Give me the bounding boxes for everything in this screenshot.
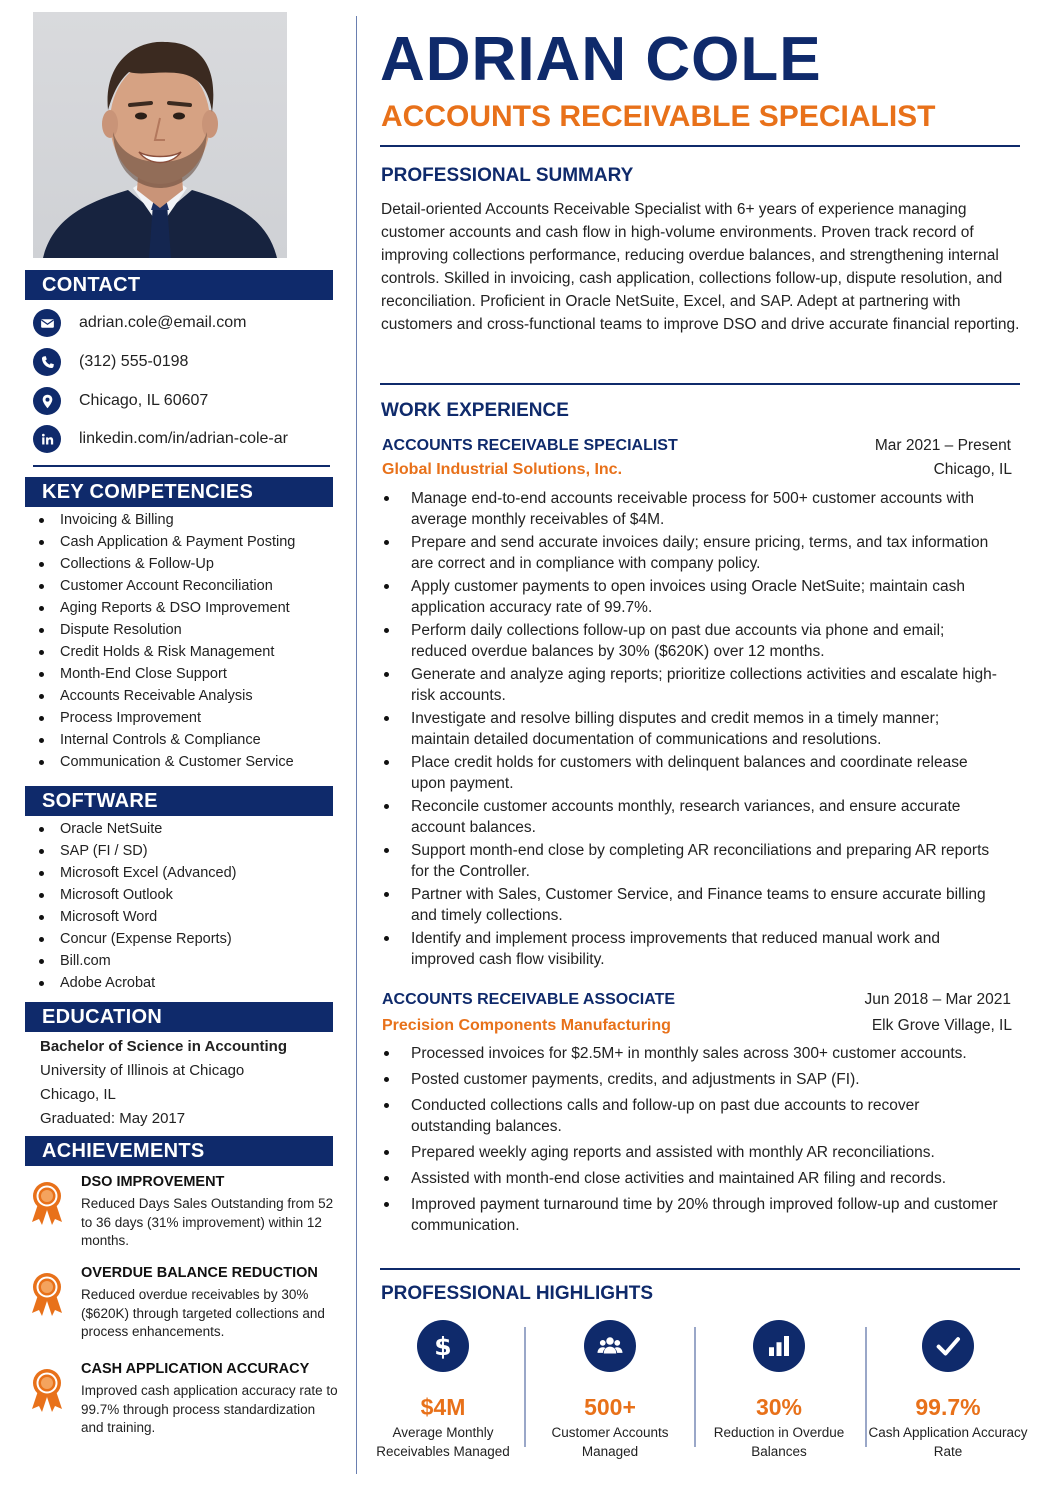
competencies-header: KEY COMPETENCIES	[25, 477, 333, 507]
software-header: SOFTWARE	[25, 786, 333, 816]
highlight-separator	[524, 1327, 526, 1447]
contact-phone[interactable]	[33, 347, 188, 377]
job-2-company: Precision Components Manufacturing	[382, 1017, 671, 1034]
education-header: EDUCATION	[25, 1002, 333, 1032]
competency-item: Customer Account Reconciliation	[39, 575, 295, 597]
job-1-company: Global Industrial Solutions, Inc.	[382, 461, 623, 478]
highlight-label: Customer Accounts Managed	[551, 1425, 669, 1459]
job-2-dates: Jun 2018 – Mar 2021	[864, 991, 1011, 1008]
contact-divider	[33, 465, 330, 467]
software-list	[39, 818, 236, 994]
highlight-label: Average Monthly Receivables Managed	[376, 1425, 510, 1459]
highlight-value: 30%	[755, 1394, 803, 1420]
candidate-role: ACCOUNTS RECEIVABLE SPECIALIST	[381, 100, 936, 133]
software-item: Adobe Acrobat	[39, 972, 236, 994]
contact-location-text: Chicago, IL 60607	[79, 392, 209, 409]
phone-icon	[33, 348, 61, 376]
job-1-title: ACCOUNTS RECEIVABLE SPECIALIST	[382, 437, 678, 454]
job-bullet: Place credit holds for customers with delinquent balances and coordinate release upon payment.	[382, 752, 1002, 794]
job-bullet: Support month-end close by completing AR reconciliations and preparing AR reports for the Controller.	[382, 840, 1002, 882]
contact-linkedin[interactable]	[33, 424, 288, 454]
competency-item: Collections & Follow-Up	[39, 553, 295, 575]
award-ribbon-icon	[29, 1271, 65, 1317]
software-item: Concur (Expense Reports)	[39, 928, 236, 950]
profile-photo	[33, 12, 287, 258]
competency-item: Process Improvement	[39, 707, 295, 729]
job-bullet: Prepare and send accurate invoices daily; ensure pricing, terms, and tax information are correct and in compliance with company policy.	[382, 532, 1002, 574]
experience-divider	[380, 1268, 1020, 1270]
job-1-dates: Mar 2021 – Present	[874, 437, 1011, 454]
location-pin-icon	[33, 387, 61, 415]
job-1-bullets	[382, 488, 1002, 972]
achievement-title: CASH APPLICATION ACCURACY	[81, 1361, 310, 1377]
job-2-bullets	[382, 1043, 1002, 1241]
job-2-location: Elk Grove Village, IL	[871, 1017, 1012, 1034]
achievement-desc: Reduced overdue receivables by 30% ($620K) through targeted collections and process enhancements.	[81, 1287, 325, 1339]
software-item: Bill.com	[39, 950, 236, 972]
job-bullet: Posted customer payments, credits, and adjustments in SAP (FI).	[382, 1069, 1002, 1090]
competency-item: Aging Reports & DSO Improvement	[39, 597, 295, 619]
highlight-label: Reduction in Overdue Balances	[713, 1425, 845, 1459]
job-bullet: Manage end-to-end accounts receivable process for 500+ customer accounts with average monthly receivables of $4M.	[382, 488, 1002, 530]
job-bullet: Apply customer payments to open invoices using Oracle NetSuite; maintain cash application accuracy rate of 99.7%.	[382, 576, 1002, 618]
education-degree: Bachelor of Science in Accounting	[40, 1038, 287, 1055]
job-bullet: Processed invoices for $2.5M+ in monthly sales across 300+ customer accounts.	[382, 1043, 1002, 1064]
job-bullet: Generate and analyze aging reports; prioritize collections activities and escalate high-risk accounts.	[382, 664, 1002, 706]
competency-item: Accounts Receivable Analysis	[39, 685, 295, 707]
checkmark-icon	[922, 1320, 974, 1372]
competency-item: Communication & Customer Service	[39, 751, 295, 773]
software-item: Microsoft Word	[39, 906, 236, 928]
education-location: Chicago, IL	[40, 1086, 116, 1103]
contact-phone-text: (312) 555-0198	[79, 353, 189, 370]
contact-header: CONTACT	[25, 270, 333, 300]
competency-item: Month-End Close Support	[39, 663, 295, 685]
bar-chart-icon	[753, 1320, 805, 1372]
highlights-header: PROFESSIONAL HIGHLIGHTS	[381, 1283, 654, 1304]
highlight-receivables	[363, 1320, 523, 1461]
achievements-header: ACHIEVEMENTS	[25, 1136, 333, 1166]
column-divider	[356, 16, 357, 1474]
award-ribbon-icon	[29, 1180, 65, 1226]
highlight-value: 500+	[584, 1394, 636, 1420]
education-block	[40, 1035, 287, 1131]
highlight-value: $4M	[420, 1394, 466, 1420]
competency-item: Internal Controls & Compliance	[39, 729, 295, 751]
highlight-accounts	[530, 1320, 690, 1461]
competency-item: Dispute Resolution	[39, 619, 295, 641]
summary-text: Detail-oriented Accounts Receivable Specialist with 6+ years of experience managing customer accounts and cash flow in high-volume environments. Proven track record of improving collections performance, reducing overdue balances, and strengthening internal controls. Skilled in invoicing, cash application, collections follow-up, dispute resolution, and reconciliation. Proficient in Oracle NetSuite, Excel, and SAP. Adept at partnering with customers and cross-functional teams to improve DSO and drive accurate financial reporting.	[381, 201, 1020, 333]
job-bullet: Assisted with month-end close activities and maintained AR filing and records.	[382, 1168, 1002, 1189]
highlight-value: 99.7%	[915, 1394, 981, 1420]
linkedin-icon	[33, 425, 61, 453]
job-bullet: Identify and implement process improvements that reduced manual work and improved cash flow visibility.	[382, 928, 1002, 970]
highlight-overdue	[699, 1320, 859, 1461]
education-graduated: Graduated: May 2017	[40, 1110, 186, 1127]
header-divider	[380, 145, 1020, 147]
job-bullet: Improved payment turnaround time by 20% through improved follow-up and customer communication.	[382, 1194, 1002, 1236]
achievement-desc: Reduced Days Sales Outstanding from 52 to 36 days (31% improvement) within 12 months.	[81, 1196, 334, 1248]
competencies-list	[39, 509, 295, 773]
competency-item: Cash Application & Payment Posting	[39, 531, 295, 553]
job-bullet: Partner with Sales, Customer Service, and Finance teams to ensure accurate billing and timely collections.	[382, 884, 1002, 926]
contact-linkedin-text: linkedin.com/in/adrian-cole-ar	[79, 430, 288, 447]
highlight-separator	[865, 1327, 867, 1447]
highlight-label: Cash Application Accuracy Rate	[868, 1425, 1028, 1459]
job-bullet: Perform daily collections follow-up on past due accounts via phone and email; reduced overdue balances by 30% ($620K) over 12 months.	[382, 620, 1002, 662]
contact-location	[33, 386, 208, 416]
contact-email[interactable]	[33, 308, 246, 338]
summary-header: PROFESSIONAL SUMMARY	[381, 165, 634, 186]
job-1-location: Chicago, IL	[933, 461, 1012, 478]
job-2-title: ACCOUNTS RECEIVABLE ASSOCIATE	[382, 991, 676, 1008]
highlight-separator	[694, 1327, 696, 1447]
dollar-icon	[417, 1320, 469, 1372]
software-item: Microsoft Outlook	[39, 884, 236, 906]
candidate-name: ADRIAN COLE	[380, 25, 822, 94]
job-bullet: Investigate and resolve billing disputes and credit memos in a timely manner; maintain detailed documentation of communications and resolutions.	[382, 708, 1002, 750]
achievement-title: OVERDUE BALANCE REDUCTION	[81, 1265, 318, 1281]
competency-item: Invoicing & Billing	[39, 509, 295, 531]
software-item: Oracle NetSuite	[39, 818, 236, 840]
summary-divider	[380, 383, 1020, 385]
award-ribbon-icon	[29, 1367, 65, 1413]
software-item: SAP (FI / SD)	[39, 840, 236, 862]
education-school: University of Illinois at Chicago	[40, 1062, 245, 1079]
contact-email-text: adrian.cole@email.com	[79, 314, 247, 331]
highlight-accuracy	[868, 1320, 1028, 1461]
job-bullet: Prepared weekly aging reports and assisted with monthly AR reconciliations.	[382, 1142, 1002, 1163]
users-icon	[584, 1320, 636, 1372]
email-icon	[33, 309, 61, 337]
achievement-title: DSO IMPROVEMENT	[81, 1174, 225, 1190]
experience-header: WORK EXPERIENCE	[381, 400, 569, 421]
competency-item: Credit Holds & Risk Management	[39, 641, 295, 663]
svg-text:$: $	[434, 1331, 452, 1361]
job-bullet: Conducted collections calls and follow-up on past due accounts to recover outstanding balances.	[382, 1095, 1002, 1137]
job-bullet: Reconcile customer accounts monthly, research variances, and ensure accurate account balances.	[382, 796, 1002, 838]
achievement-desc: Improved cash application accuracy rate to 99.7% through process standardization and training.	[81, 1383, 338, 1435]
software-item: Microsoft Excel (Advanced)	[39, 862, 236, 884]
